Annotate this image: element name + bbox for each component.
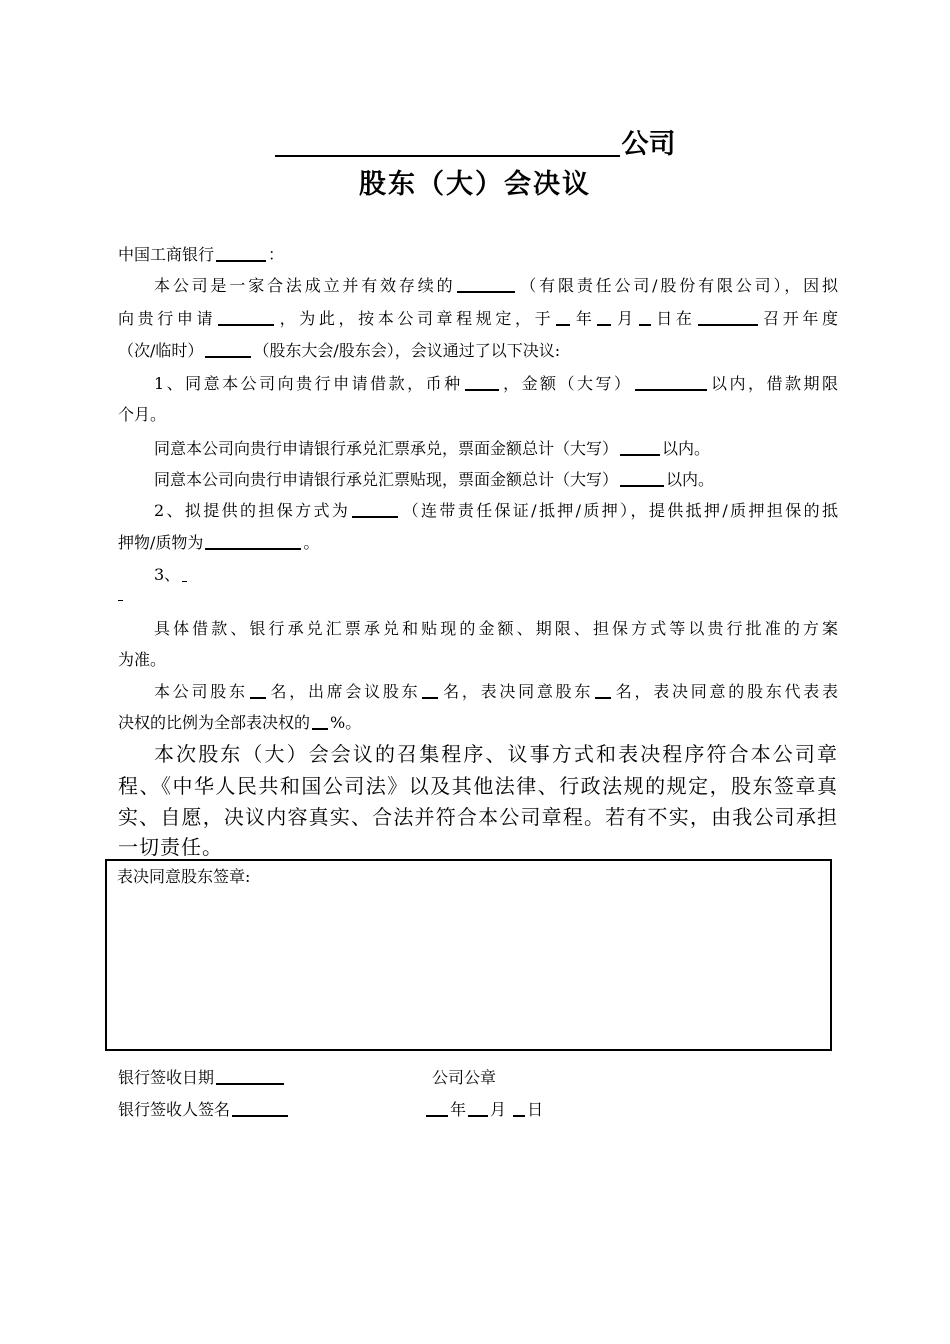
blank <box>232 1099 288 1117</box>
blank <box>218 308 274 326</box>
blank <box>513 1099 525 1117</box>
blank <box>595 681 611 699</box>
paragraph-line: 程、《中华人民共和国公司法》以及其他法律、行政法规的规定，股东签章真 <box>118 774 838 798</box>
paragraph-line: 向贵行申请 ，为此，按本公司章程规定，于 年 月 日在 召开年度 <box>118 309 838 328</box>
paragraph-line: 2、拟提供的担保方式为 （连带责任保证/抵押/质押），提供抵押/质押担保的抵 <box>154 501 838 520</box>
blank <box>468 1099 488 1117</box>
blank <box>426 1099 448 1117</box>
paragraph-line: 本次股东（大）会会议的召集程序、议事方式和表决程序符合本公司章 <box>154 742 838 766</box>
blank <box>635 373 707 391</box>
paragraph-line: 押物/质物为 。 <box>118 533 320 552</box>
signature-box[interactable] <box>105 859 832 1051</box>
paragraph-line: 同意本公司向贵行申请银行承兑汇票贴现，票面金额总计（大写） 以内。 <box>154 470 715 489</box>
blank <box>597 308 611 326</box>
company-seal-label: 公司公章 <box>432 1068 497 1087</box>
blank <box>422 681 438 699</box>
document-title: 股东（大）会决议 <box>359 169 591 200</box>
paragraph-line: 一切责任。 <box>118 835 223 859</box>
blank <box>465 373 499 391</box>
blank-line <box>118 600 123 601</box>
paragraph-line: 同意本公司向贵行申请银行承兑汇票承兑，票面金额总计（大写） 以内。 <box>154 439 711 458</box>
paragraph-line: 本公司股东 名，出席会议股东 名，表决同意股东 名，表决同意的股东代表表 <box>154 682 838 701</box>
signature-box-label: 表决同意股东签章: <box>117 867 251 886</box>
blank <box>352 500 398 518</box>
blank <box>205 340 251 358</box>
paragraph-line: （次/临时） （股东大会/股东会），会议通过了以下决议: <box>118 341 561 360</box>
blank <box>312 712 328 730</box>
blank <box>250 681 266 699</box>
company-name-blank <box>275 125 620 157</box>
blank <box>620 438 660 456</box>
paragraph-line: 3、 <box>118 563 838 587</box>
branch-blank <box>216 244 266 262</box>
paragraph-line: 1、同意本公司向贵行申请借款，币种 ，金额（大写） 以内，借款期限 <box>154 374 838 393</box>
addressee-line: 中国工商银行 ： <box>118 245 285 264</box>
paragraph-line: 实、自愿，决议内容真实、合法并符合本公司章程。若有不实，由我公司承担 <box>118 805 838 829</box>
blank <box>620 469 664 487</box>
paragraph-line: 个月。 <box>118 405 167 424</box>
blank <box>216 1067 284 1085</box>
blank <box>639 308 651 326</box>
bank-date-field: 银行签收日期 <box>118 1066 286 1090</box>
blank <box>698 308 758 326</box>
company-title <box>0 122 950 168</box>
blank <box>556 308 570 326</box>
paragraph-line: 具体借款、银行承兑汇票承兑和贴现的金额、期限、担保方式等以贵行批准的方案 <box>154 619 838 638</box>
blank <box>205 532 301 550</box>
paragraph-line: 本公司是一家合法成立并有效存续的 （有限责任公司/股份有限公司），因拟 <box>154 276 838 295</box>
paragraph-line: 为准。 <box>118 650 167 669</box>
company-suffix: 公司 <box>621 129 676 160</box>
date-field: 年 月 日 <box>426 1098 543 1122</box>
bank-signer-field: 银行签收人签名 <box>118 1098 290 1122</box>
paragraph-line: 决权的比例为全部表决权的 %。 <box>118 713 362 732</box>
blank <box>182 569 187 582</box>
blank <box>457 275 515 293</box>
